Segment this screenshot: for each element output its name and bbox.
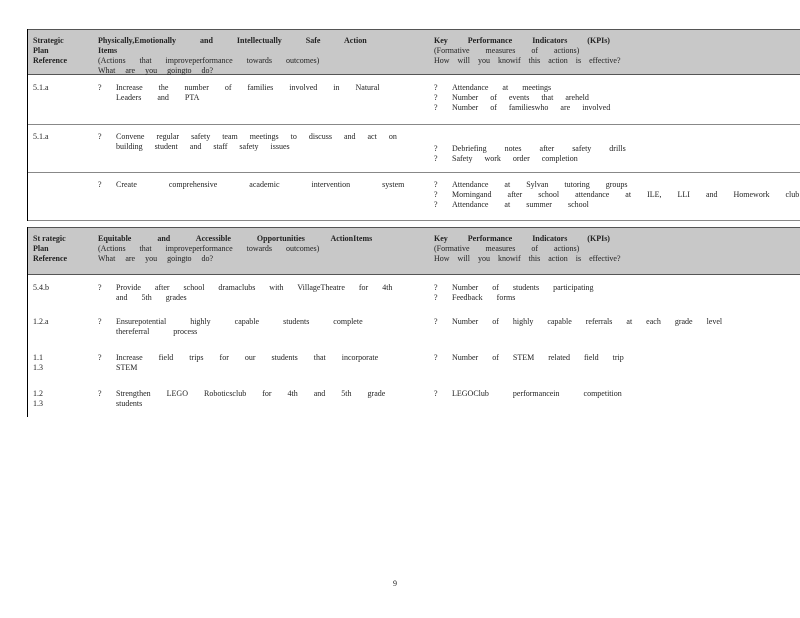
bullet-marker: ?: [434, 83, 438, 92]
list-item: [434, 389, 794, 399]
kpi-text: Morningand after school attendance at ILE, LLI and Homework club: [452, 190, 800, 199]
table-row: [28, 275, 800, 313]
header-subtitle: What are you goingto do?: [98, 254, 214, 263]
action-text: Strengthen LEGO Roboticsclub for 4th and 5th grade students: [116, 389, 386, 408]
header-strategic-plan-reference: [33, 234, 93, 264]
kpi-text: Number of highly capable referrals at each grade level: [452, 317, 723, 326]
table-row: [28, 173, 800, 221]
bullet-marker: ?: [434, 154, 438, 163]
reference-text: 1.2: [33, 389, 43, 398]
safety-action-table: [27, 29, 800, 221]
list-item: [434, 144, 794, 154]
bullet-marker: ?: [434, 144, 438, 153]
header-text: Reference: [33, 254, 68, 263]
action-cell: [98, 83, 408, 103]
header-subtitle: (Formative measures of actions): [434, 46, 580, 55]
kpi-text: Debriefing notes after safety drills: [452, 144, 626, 153]
reference-cell: [33, 353, 93, 373]
bullet-marker: ?: [98, 132, 102, 141]
list-item: [98, 132, 408, 152]
list-item: [434, 283, 794, 293]
kpi-cell: [434, 353, 794, 363]
bullet-marker: ?: [434, 200, 438, 209]
header-kpis: [434, 234, 794, 264]
bullet-marker: ?: [98, 389, 102, 398]
bullet-marker: ?: [434, 283, 438, 292]
reference-text: 1.3: [33, 399, 43, 408]
header-text: Strategic: [33, 36, 64, 45]
reference-cell: [33, 389, 93, 409]
list-item: [434, 103, 794, 113]
action-text: Increase field trips for our students that incorporate STEM: [116, 353, 379, 372]
header-action-items: [98, 234, 408, 264]
bullet-marker: ?: [434, 190, 438, 199]
action-cell: [98, 317, 408, 337]
header-title: Key Performance Indicators (KPIs): [434, 234, 610, 243]
action-cell: [98, 132, 408, 152]
bullet-marker: ?: [434, 317, 438, 326]
table-row: [28, 125, 800, 173]
header-action-items: [98, 36, 408, 76]
list-item: [98, 283, 408, 303]
list-item: [434, 293, 794, 303]
list-item: [98, 353, 408, 373]
reference-cell: 5.1.a: [33, 132, 49, 141]
reference-cell: [33, 317, 93, 327]
table-row: [28, 349, 800, 385]
header-text: St rategic: [33, 234, 66, 243]
list-item: [98, 83, 408, 103]
header-title: Key Performance Indicators (KPIs): [434, 36, 610, 45]
kpi-text: Number of familieswho are involved: [452, 103, 611, 112]
action-text: Provide after school dramaclubs with VillageTheatre for 4th and 5th grades: [116, 283, 393, 302]
kpi-cell: [434, 317, 794, 327]
list-item: [434, 180, 794, 190]
action-text: Convene regular safety team meetings to discuss and act on building student and staff safety issues: [116, 132, 397, 151]
bullet-marker: ?: [98, 83, 102, 92]
bullet-marker: ?: [98, 317, 102, 326]
header-title: Physically,Emotionally and Intellectually Safe Action Items: [98, 36, 367, 55]
header-kpis: [434, 36, 794, 66]
bullet-marker: ?: [434, 93, 438, 102]
table-row: [28, 385, 800, 415]
header-strategic-plan-reference: [33, 36, 93, 66]
header-text: Plan: [33, 244, 49, 253]
list-item: [434, 200, 794, 210]
kpi-text: Attendance at meetings: [452, 83, 552, 92]
action-text: Increase the number of families involved in Natural Leaders and PTA: [116, 83, 380, 102]
header-subtitle: (Actions that improveperformance towards outcomes): [98, 244, 320, 253]
kpi-text: Attendance at Sylvan tutoring groups: [452, 180, 628, 189]
kpi-text: Number of STEM related field trip: [452, 353, 624, 362]
kpi-cell: [434, 83, 794, 113]
kpi-text: Feedback forms: [452, 293, 516, 302]
kpi-cell: [434, 180, 800, 210]
kpi-text: Number of events that areheld: [452, 93, 589, 102]
list-item: [434, 353, 794, 363]
action-text: Create comprehensive academic intervention system: [116, 180, 405, 189]
bullet-marker: ?: [434, 180, 438, 189]
list-item: [434, 83, 794, 93]
kpi-cell: [434, 283, 794, 303]
kpi-text: Attendance at summer school: [452, 200, 589, 209]
kpi-text: Number of students participating: [452, 283, 594, 292]
kpi-text: LEGOClub performancein competition: [452, 389, 622, 398]
table-header: [28, 227, 800, 275]
action-cell: [98, 180, 408, 190]
reference-text: 1.3: [33, 363, 43, 372]
bullet-marker: ?: [434, 389, 438, 398]
list-item: [434, 317, 794, 327]
action-cell: [98, 283, 408, 303]
reference-cell: [33, 283, 93, 293]
header-subtitle: How will you knowif this action is effective?: [434, 254, 621, 263]
action-text: Ensurepotential highly capable students complete thereferral process: [116, 317, 363, 336]
list-item: [98, 180, 408, 190]
table-header: [28, 29, 800, 75]
opportunities-action-table: [27, 227, 800, 417]
header-subtitle: How will you knowif this action is effective?: [434, 56, 621, 65]
action-cell: [98, 353, 408, 373]
table-row: [28, 313, 800, 349]
bullet-marker: ?: [98, 180, 102, 189]
kpi-text: Safety work order completion: [452, 154, 578, 163]
kpi-cell: [434, 144, 794, 164]
list-item: [98, 317, 408, 337]
reference-text: 1.2.a: [33, 317, 49, 326]
action-cell: [98, 389, 408, 409]
bullet-marker: ?: [434, 293, 438, 302]
list-item: [434, 93, 794, 103]
bullet-marker: ?: [434, 353, 438, 362]
kpi-cell: [434, 389, 794, 399]
page-number: 9: [393, 579, 397, 588]
header-subtitle: (Actions that improveperformance towards outcomes): [98, 56, 320, 65]
bullet-marker: ?: [434, 103, 438, 112]
list-item: [434, 154, 794, 164]
list-item: [98, 389, 408, 409]
reference-text: 1.1: [33, 353, 43, 362]
bullet-marker: ?: [98, 353, 102, 362]
header-subtitle: (Formative measures of actions): [434, 244, 580, 253]
header-text: Reference: [33, 56, 68, 65]
bullet-marker: ?: [98, 283, 102, 292]
header-subtitle: What are you goingto do?: [98, 66, 214, 75]
header-title: Equitable and Accessible Opportunities ActionItems: [98, 234, 373, 243]
table-row: [28, 75, 800, 125]
list-item: [434, 190, 800, 200]
header-text: Plan: [33, 46, 49, 55]
reference-text: 5.4.b: [33, 283, 49, 292]
reference-cell: 5.1.a: [33, 83, 49, 92]
